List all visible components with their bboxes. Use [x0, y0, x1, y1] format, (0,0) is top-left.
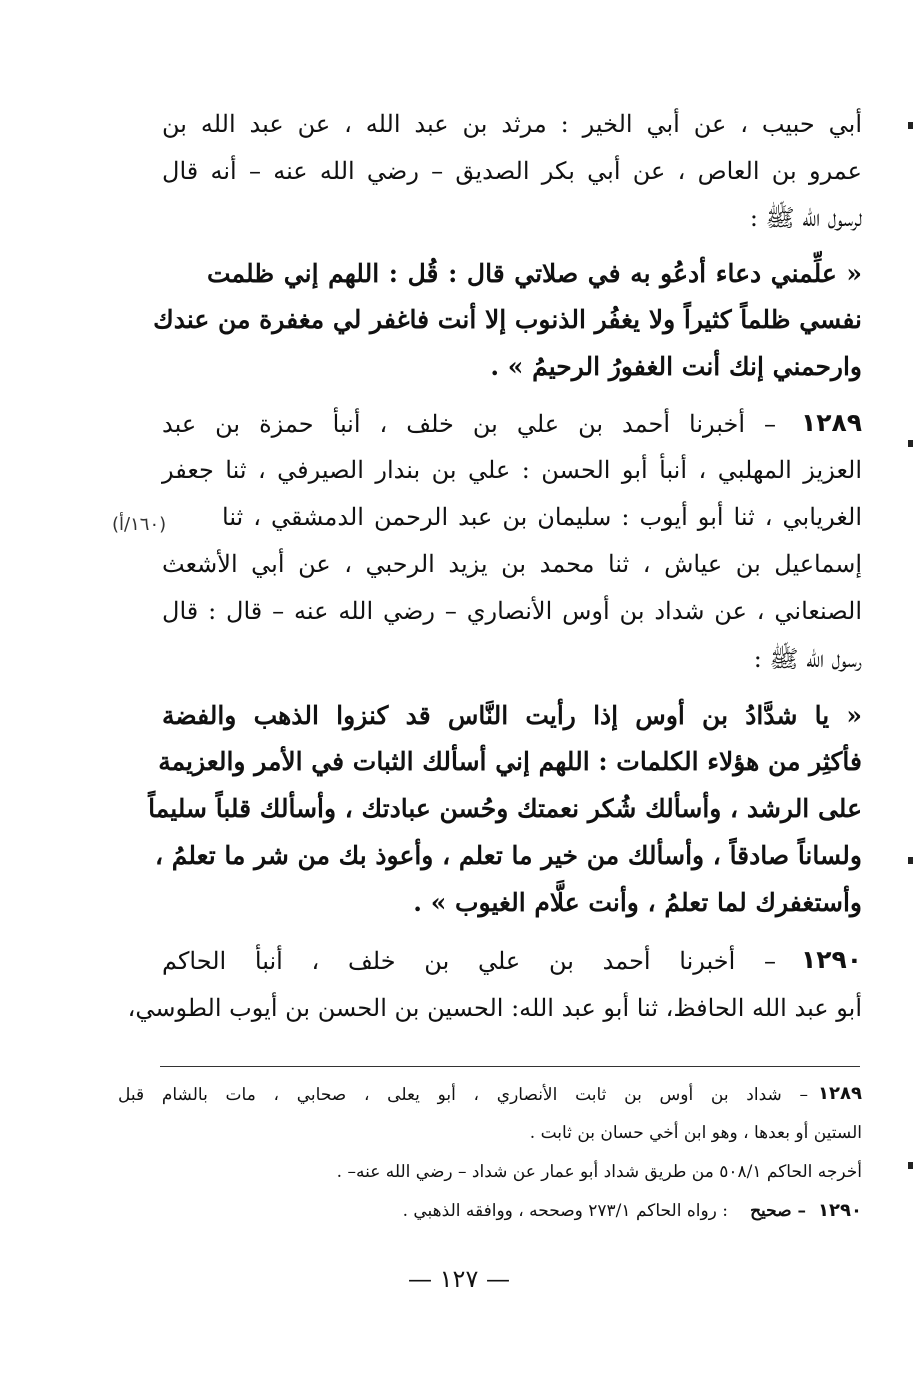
hadith-line: نفسي ظلماً كثيراً ولا يغفُر الذنوب إلا أنت فاغفر لي مغفرة من عندك [153, 305, 862, 334]
margin-dot [908, 1162, 913, 1169]
hadith-line: فأكثِر من هؤلاء الكلمات : اللهم إني أسألك الثبات في الأمر والعزيمة [158, 747, 862, 776]
text-line: لرسول الله ﷺ : [749, 204, 862, 232]
footnote-line: الستين أو بعدها ، وهو ابن أخي حسان بن ثابت . [529, 1123, 862, 1143]
margin-folio-note: (١٦٠/أ) [112, 514, 167, 535]
page-number: — ١٢٧ — [408, 1265, 510, 1293]
footnote-divider [160, 1066, 860, 1067]
hadith-line: وارحمني إنك أنت الغفورُ الرحيمُ » . [490, 352, 862, 381]
text-line: – أخبرنا أحمد بن علي بن خلف ، أنبأ حمزة بن عبد [162, 410, 776, 438]
margin-dot [908, 857, 913, 864]
margin-dot [908, 122, 913, 129]
footnote-number: ١٢٩٠ [818, 1200, 862, 1221]
footnote-line: – شداد بن أوس بن ثابت الأنصاري ، أبو يعلى ، صحابي ، مات بالشام قبل [118, 1085, 808, 1105]
footnote-line: أخرجه الحاكم ٥٠٨/١ من طريق شداد أبو عمار عن شداد – رضي الله عنه– . [336, 1162, 862, 1182]
entry-number: ١٢٩٠ [800, 945, 862, 974]
footnote-label: – صحيح [750, 1201, 806, 1221]
hadith-line: ولساناً صادقاً ، وأسألك من خير ما تعلم ، وأعوذ بك من شر ما تعلمُ ، [154, 841, 862, 870]
hadith-line: « يا شدَّادُ بن أوس إذا رأيت النَّاس قد كنزوا الذهب والفضة [162, 701, 862, 730]
hadith-line: « علِّمني دعاء أدعُو به في صلاتي قال : قُل : اللهم إني ظلمت [207, 259, 862, 288]
footnote-line: : رواه الحاكم ٢٧٣/١ وصححه ، ووافقه الذهبي . [402, 1201, 728, 1221]
text-line: أبي حبيب ، عن أبي الخير : مرثد بن عبد الله ، عن عبد الله بن [162, 110, 862, 138]
text-line: الصنعاني ، عن شداد بن أوس الأنصاري – رضي الله عنه – قال : قال [162, 597, 862, 625]
entry-number: ١٢٨٩ [800, 408, 862, 437]
text-line: – أخبرنا أحمد بن علي بن خلف ، أنبأ الحاكم [162, 947, 776, 975]
margin-dot [908, 440, 913, 447]
hadith-line: على الرشد ، وأسألك شُكر نعمتك وحُسن عبادتك ، وأسألك قلباً سليماً [148, 794, 862, 823]
footnote-number: ١٢٨٩ [818, 1083, 862, 1104]
text-line: الغريابي ، ثنا أبو أيوب : سليمان بن عبد الرحمن الدمشقي ، ثنا [222, 503, 862, 531]
text-line: العزيز المهلبي ، أنبأ أبو الحسن : علي بن بندار الصيرفي ، ثنا جعفر [162, 456, 862, 484]
text-line: أبو عبد الله الحافظ، ثنا أبو عبد الله: الحسين بن الحسن بن أيوب الطوسي، [127, 994, 862, 1022]
text-line: رسول الله ﷺ : [753, 645, 862, 673]
text-line: عمرو بن العاص ، عن أبي بكر الصديق – رضي الله عنه – أنه قال [162, 157, 862, 185]
text-line: إسماعيل بن عياش ، ثنا محمد بن يزيد الرحبي ، عن أبي الأشعث [162, 550, 862, 578]
hadith-line: وأستغفرك لما تعلمُ ، وأنت علَّام الغيوب » . [413, 888, 862, 917]
